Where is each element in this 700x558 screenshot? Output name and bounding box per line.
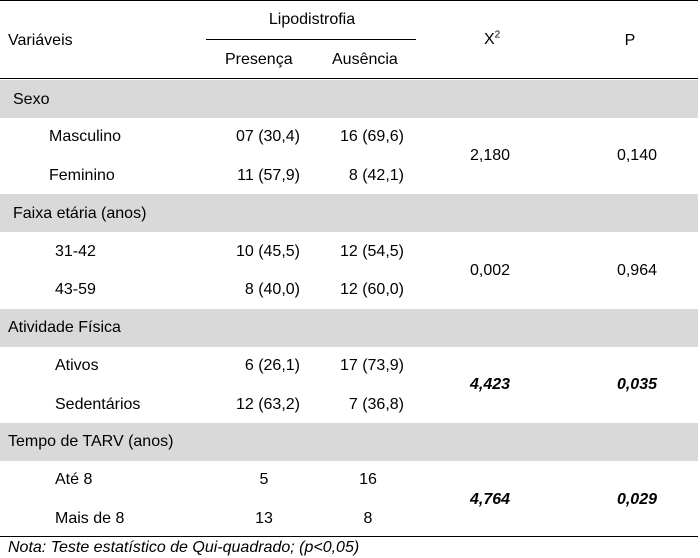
cell-presenca: 10 (45,5) — [235, 243, 300, 260]
cell-chi-square: 4,764 — [470, 491, 511, 508]
header-variables: Variáveis — [8, 32, 73, 49]
cell-presenca: 5 — [259, 471, 269, 488]
header-chi-square: $X^2$ — [484, 29, 501, 48]
header-p: P — [624, 32, 636, 49]
cell-chi-square: 0,002 — [470, 262, 511, 279]
cell-p-value: 0,140 — [616, 147, 657, 164]
row-label: 31-42 — [55, 243, 96, 260]
cell-presenca: 13 — [255, 510, 273, 527]
row-label: Feminino — [49, 167, 115, 184]
cell-ausencia: 7 (36,8) — [348, 396, 404, 413]
cell-ausencia: 17 (73,9) — [339, 357, 404, 374]
cell-ausencia: 16 (69,6) — [339, 128, 404, 145]
table-bottom-rule — [0, 536, 698, 537]
cell-p-value: 0,964 — [616, 262, 657, 279]
cell-ausencia: 8 (42,1) — [348, 167, 404, 184]
header-lipodistrofia: Lipodistrofia — [268, 11, 356, 28]
lipodistrofia-underline — [206, 39, 416, 40]
section-label: Faixa etária (anos) — [13, 205, 147, 222]
section-label: Tempo de TARV (anos) — [8, 433, 174, 450]
row-label: Sedentários — [55, 396, 141, 413]
cell-presenca: 6 (26,1) — [244, 357, 300, 374]
cell-presenca: 07 (30,4) — [235, 128, 300, 145]
cell-presenca: 12 (63,2) — [235, 396, 300, 413]
row-label: Masculino — [49, 128, 122, 145]
table-top-rule — [0, 0, 698, 1]
cell-chi-square: 2,180 — [470, 147, 511, 164]
cell-presenca: 8 (40,0) — [244, 281, 300, 298]
section-label: Sexo — [13, 91, 50, 108]
cell-p-value: 0,035 — [616, 376, 657, 393]
cell-ausencia: 12 (54,5) — [339, 243, 404, 260]
header-bottom-rule — [0, 78, 698, 79]
row-label: Ativos — [55, 357, 99, 374]
cell-chi-square: 4,423 — [470, 376, 511, 393]
cell-ausencia: 12 (60,0) — [339, 281, 404, 298]
header-presenca: Presença — [225, 51, 293, 68]
cell-ausencia: 16 — [359, 471, 377, 488]
cell-p-value: 0,029 — [616, 491, 657, 508]
section-label: Atividade Física — [8, 319, 121, 336]
cell-ausencia: 8 — [363, 510, 373, 527]
row-label: 43-59 — [55, 281, 96, 298]
table-note: Nota: Teste estatístico de Qui-quadrado; (p<0,05) — [8, 539, 360, 556]
row-label: Mais de 8 — [55, 510, 125, 527]
row-label: Até 8 — [55, 471, 93, 488]
section-band-sexo — [0, 80, 698, 118]
cell-presenca: 11 (57,9) — [237, 167, 300, 184]
header-ausencia: Ausência — [332, 51, 398, 68]
